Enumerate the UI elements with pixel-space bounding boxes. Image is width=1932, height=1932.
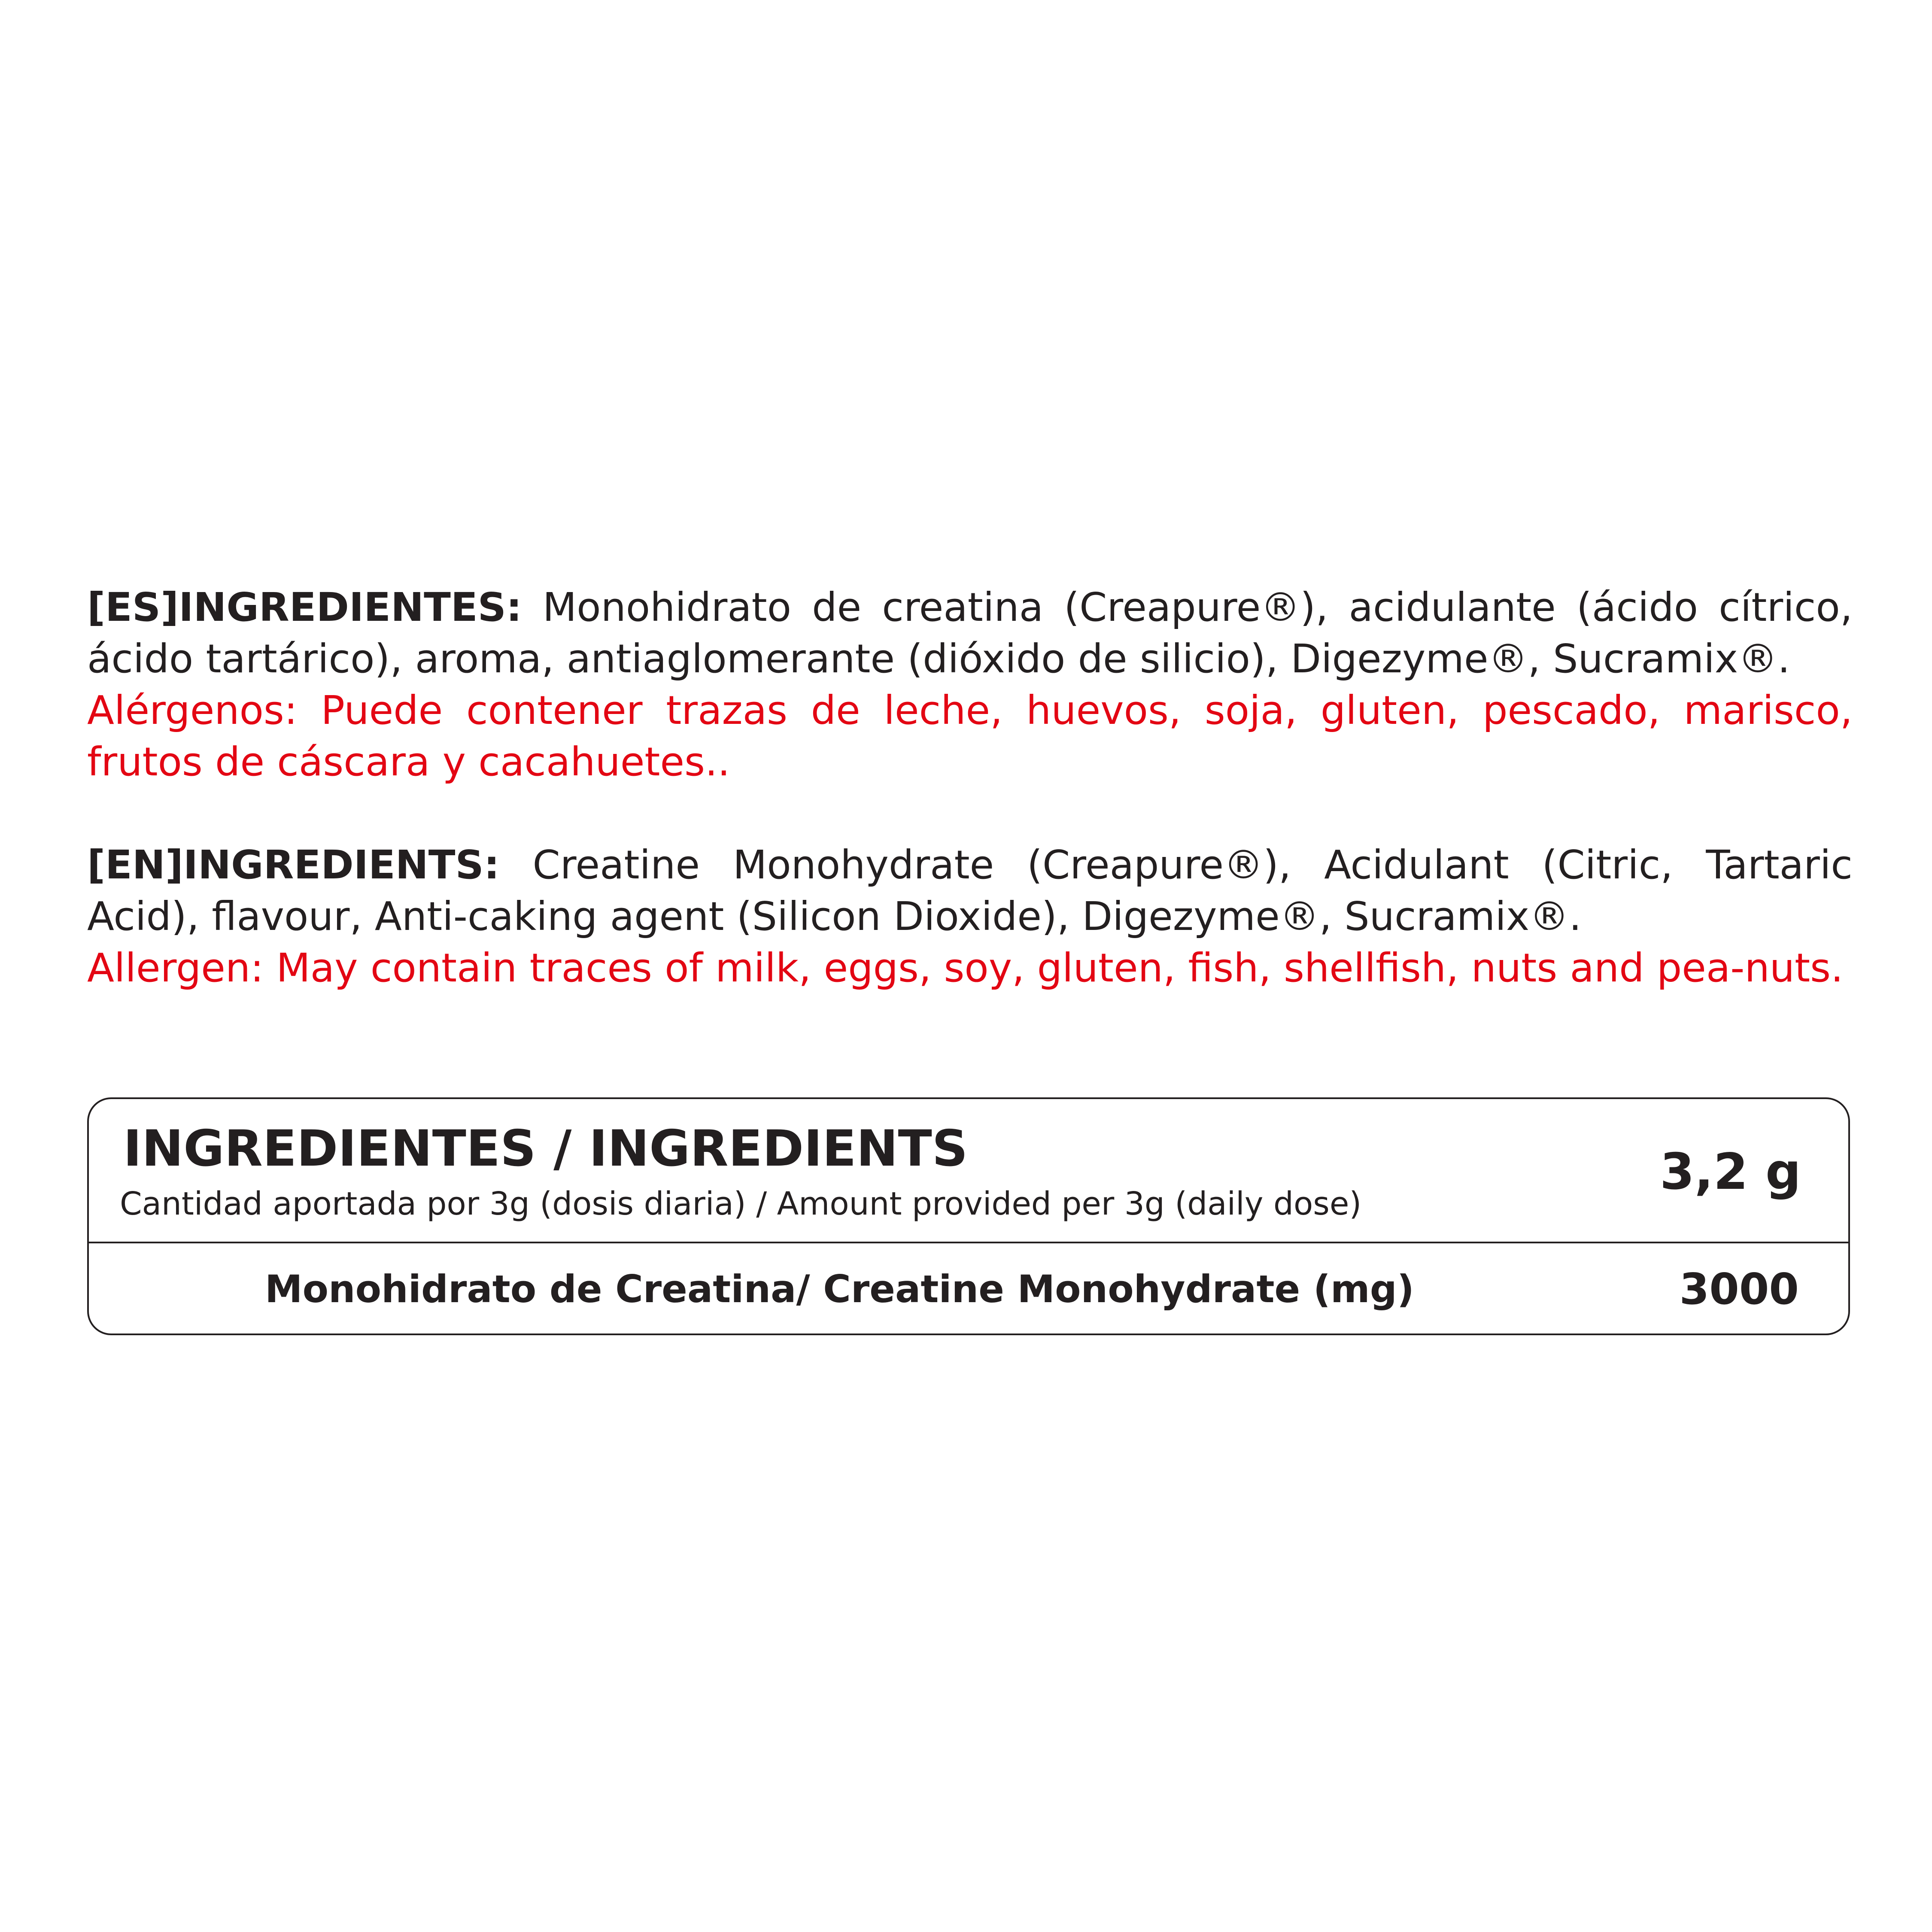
ingredients-table [87, 1097, 1850, 1335]
table-subtitle: Cantidad aportada por 3g (dosis diaria) / Amount provided per 3g (daily dose) [120, 1185, 1362, 1222]
es-ingredients-text: Monohidrato de creatina (Creapure®), acidulante (ácido cítrico, ácido tartárico), aroma, antiaglomerante (dióxido de silicio), Digezyme®, Sucramix®. [87, 584, 1853, 682]
section-spacer [87, 788, 1853, 839]
row-value: 3000 [1679, 1264, 1799, 1314]
en-allergens-text: Allergen: May contain traces of milk, eggs, soy, gluten, fish, shellfish, nuts and pea-nuts. [87, 945, 1844, 991]
es-ingredients-label: [ES]INGREDIENTES: [87, 584, 522, 630]
row-label: Monohidrato de Creatina/ Creatine Monohydrate (mg) [265, 1267, 1414, 1311]
es-allergens-text: Alérgenos: Puede contener trazas de leche, huevos, soja, gluten, pescado, marisco, frutos de cáscara y cacahuetes.. [87, 687, 1853, 785]
en-ingredients-label: [EN]INGREDIENTS: [87, 842, 500, 888]
en-ingredients-paragraph [87, 839, 1853, 942]
table-header [89, 1099, 1848, 1243]
serving-size: 3,2 g [1660, 1143, 1801, 1201]
ingredients-text-block [87, 582, 1853, 994]
table-title: INGREDIENTES / INGREDIENTS [123, 1120, 968, 1178]
en-ingredients-text: Creatine Monohydrate (Creapure®), Acidulant (Citric, Tartaric Acid), flavour, Anti-caking agent (Silicon Dioxide), Digezyme®, Sucramix®. [87, 842, 1853, 939]
es-ingredients-paragraph [87, 582, 1853, 685]
table-row [89, 1243, 1848, 1335]
